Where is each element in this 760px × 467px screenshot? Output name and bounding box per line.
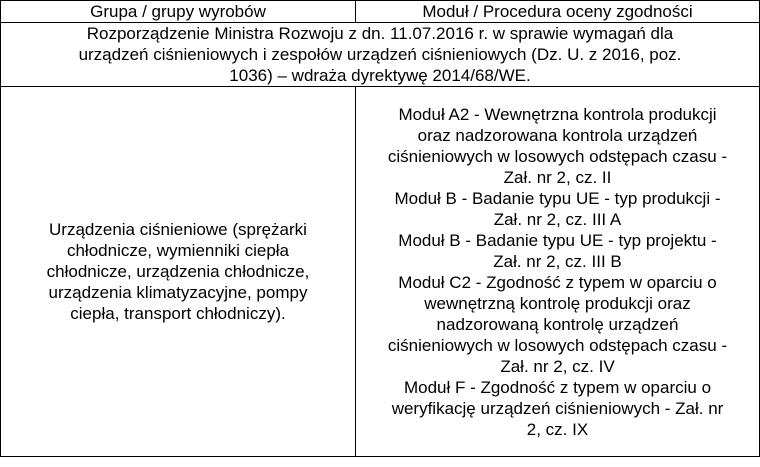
- regulation-cell: [1, 23, 760, 87]
- regulation-line: urządzeń ciśnieniowych i zespołów urządzeń ciśnieniowych (Dz. U. z 2016, poz.: [78, 45, 682, 64]
- table-row: [1, 87, 760, 457]
- module-line: 2, cz. IX: [526, 419, 589, 439]
- regulation-row: [1, 23, 760, 87]
- product-group-line: chłodnicze, urządzenia chłodnicze,: [46, 262, 310, 281]
- module-line: Moduł F - Zgodność z typem w oparciu o: [403, 377, 712, 397]
- header-module-procedure: Moduł / Procedura oceny zgodności: [356, 1, 760, 23]
- module-line: Zał. nr 2, cz. IV: [500, 356, 615, 376]
- module-line: nadzorowaną kontrolę urządzeń: [436, 314, 679, 334]
- regulation-line: Rozporządzenie Ministra Rozwoju z dn. 11.07.2016 r. w sprawie wymagań dla: [86, 24, 674, 43]
- module-line: Moduł C2 - Zgodność z typem w oparciu o: [398, 272, 717, 292]
- product-group-cell: [1, 87, 356, 457]
- product-group-line: Urządzenia ciśnieniowe (sprężarki: [49, 220, 307, 239]
- module-line: Moduł B - Badanie typu UE - typ projektu -: [398, 230, 717, 250]
- product-group-line: chłodnicze, wymienniki ciepła: [66, 241, 290, 260]
- module-line: oraz nadzorowana kontrola urządzeń: [417, 125, 698, 145]
- module-procedure-cell: [356, 87, 760, 457]
- module-line: Moduł B - Badanie typu UE - typ produkcji -: [394, 188, 721, 208]
- module-line: ciśnieniowych w losowych odstępach czasu -: [387, 335, 728, 355]
- module-line: weryfikację urządzeń ciśnieniowych - Zał. nr: [391, 398, 724, 418]
- module-line: Zał. nr 2, cz. III B: [493, 251, 622, 271]
- product-group-line: urządzenia klimatyzacyjne, pompy: [48, 283, 308, 302]
- module-line: Zał. nr 2, cz. III A: [493, 209, 622, 229]
- module-line: wewnętrzną kontrolę produkcji oraz: [424, 293, 691, 313]
- module-line: ciśnieniowych w losowych odstępach czasu -: [387, 146, 728, 166]
- header-product-group: Grupa / grupy wyrobów: [1, 1, 356, 23]
- module-line: Moduł A2 - Wewnętrzna kontrola produkcji: [398, 104, 717, 124]
- regulation-line: 1036) – wdraża dyrektywę 2014/68/WE.: [229, 66, 531, 85]
- module-line: Zał. nr 2, cz. II: [503, 167, 612, 187]
- product-group-line: ciepła, transport chłodniczy).: [70, 304, 286, 323]
- header-row: [1, 1, 760, 23]
